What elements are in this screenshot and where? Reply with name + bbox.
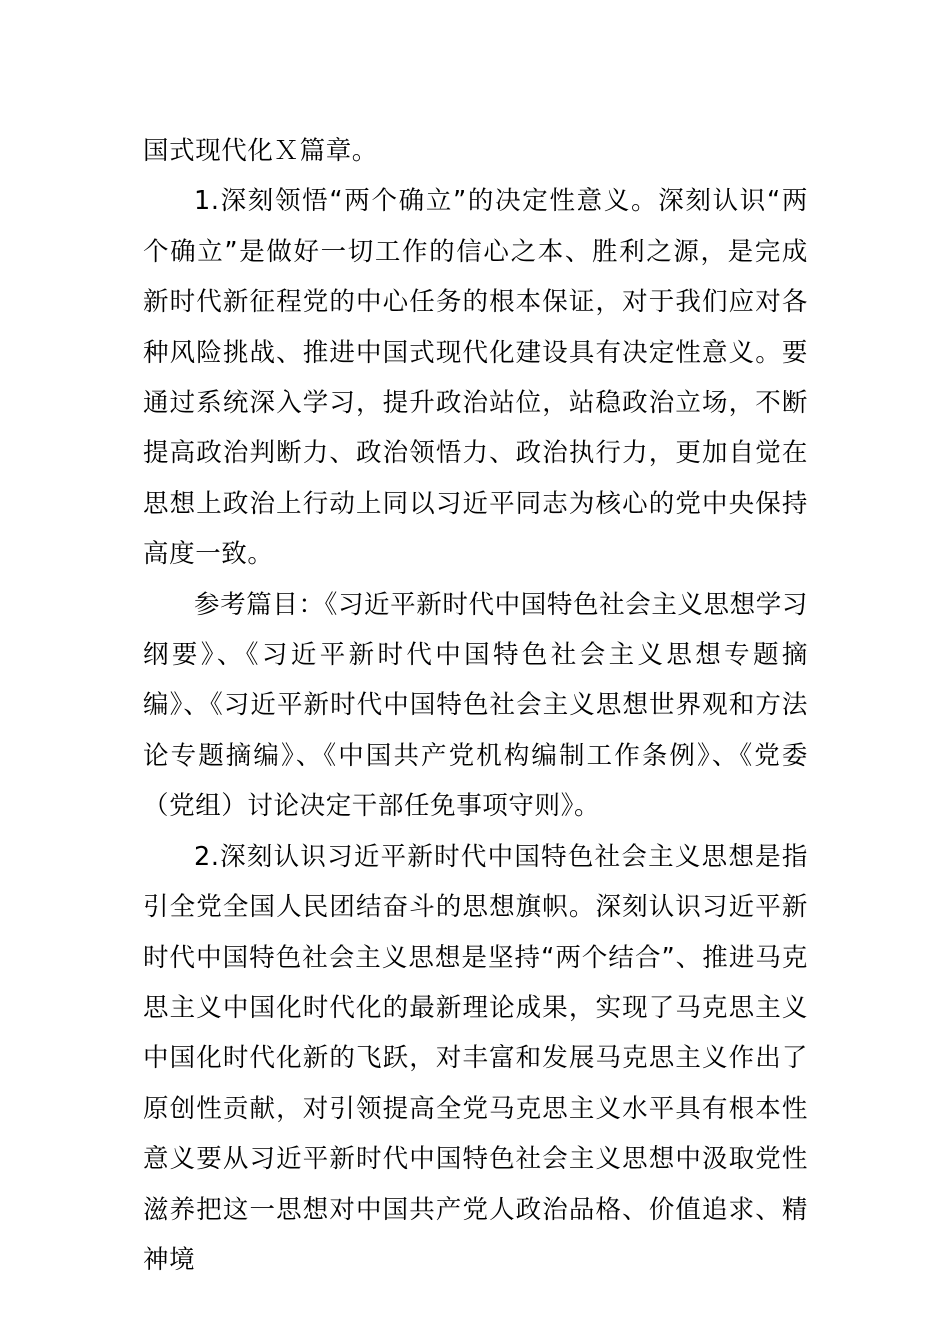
document-body <box>143 126 808 1285</box>
paragraph-reference-titles: 参考篇目：《习近平新时代中国特色社会主义思想学习纲要》、《习近平新时代中国特色社会主义思想专题摘编》、《习近平新时代中国特色社会主义思想世界观和方法论专题摘编》、《中国共产党机构编制工作条例》、《党委（党组）讨论决定干部任免事项守则》。 <box>143 589 808 822</box>
paragraph-point-2: 2.深刻认识习近平新时代中国特色社会主义思想是指引全党全国人民团结奋斗的思想旗帜。深刻认识习近平新时代中国特色社会主义思想是坚持“两个结合”、推进马克思主义中国化时代化的最新理论成果，实现了马克思主义中国化时代化新的飞跃，对丰富和发展马克思主义作出了原创性贡献，对引领提高全党马克思主义水平具有根本性意义要从习近平新时代中国特色社会主义思想中汲取党性滋养把这一思想对中国共产党人政治品格、价值追求、精神境 <box>143 841 808 1275</box>
paragraph-continuation: 国式现代化Ｘ篇章。 <box>143 136 378 166</box>
paragraph-point-1: 1.深刻领悟“两个确立”的决定性意义。深刻认识“两个确立”是做好一切工作的信心之本、胜利之源，是完成新时代新征程党的中心任务的根本保证，对于我们应对各种风险挑战、推进中国式现代化建设具有决定性意义。要通过系统深入学习，提升政治站位，站稳政治立场，不断提高政治判断力、政治领悟力、政治执行力，更加自觉在思想上政治上行动上同以习近平同志为核心的党中央保持高度一致。 <box>143 186 808 570</box>
